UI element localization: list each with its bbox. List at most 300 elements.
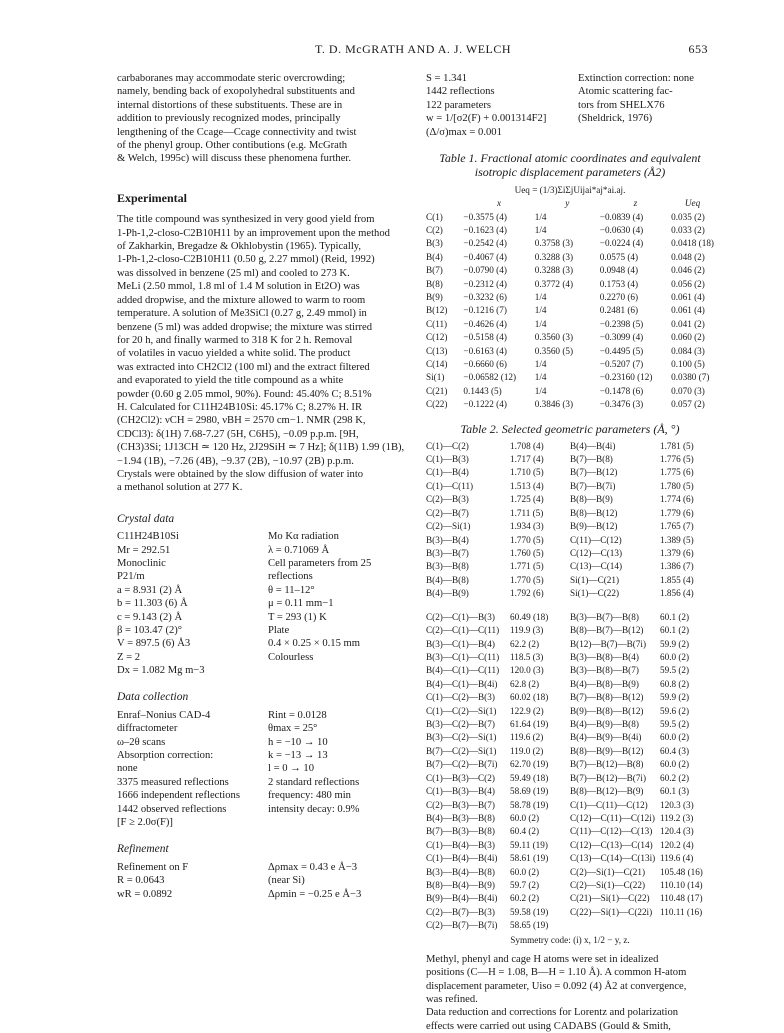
table-cell: 110.10 (14) (660, 879, 703, 890)
table-cell: 119.0 (2) (510, 745, 544, 756)
intro-paragraph (117, 72, 411, 166)
experimental-heading: Experimental (117, 190, 187, 205)
table-cell: 1.711 (5) (510, 507, 544, 518)
table-cell: −0.0790 (4) (463, 265, 507, 276)
table-cell: B(4)—C(1)—C(11) (426, 665, 500, 676)
data-cell: Δρmax = 0.43 e Å−3 (268, 861, 358, 873)
table-cell: C(21)—Si(1)—C(22) (570, 893, 650, 904)
table-cell: C(2)—B(7)—B(3) (426, 906, 495, 917)
table-cell: 1.710 (5) (510, 467, 544, 478)
running-header (118, 42, 708, 58)
text-line: for 20 h, and finally warmed to 318 K for 2 h. Removal (117, 334, 353, 346)
table-cell: B(8)—B(12) (570, 507, 618, 518)
table-header-cell: Ueq (684, 198, 701, 209)
table-row (426, 785, 714, 798)
data-cell: Enraf–Nonius CAD-4 (117, 709, 211, 721)
table-row (426, 318, 714, 331)
data-cell: Mo Kα radiation (268, 531, 339, 543)
text-line: 1-Ph-1,2-closo-C2B10H11 by an improvement upon the method (117, 227, 390, 239)
table-cell: B(3)—B(4) (426, 534, 469, 545)
table-cell: B(3)—B(7) (426, 547, 469, 558)
data-row (117, 816, 411, 829)
text-line: 1-Ph-1,2-closo-C2B10H11 (0.50 g, 2.27 mmol) (Reid, 1992) (117, 254, 375, 266)
table-cell: 60.2 (2) (660, 772, 690, 783)
data-cell: a = 8.931 (2) Å (117, 584, 183, 596)
table-cell: 1.776 (5) (660, 454, 694, 465)
table-cell: C(22)—Si(1)—C(22i) (570, 906, 653, 917)
table-cell: 60.4 (3) (660, 745, 690, 756)
table-cell: 0.3758 (3) (534, 238, 574, 249)
table-row (426, 651, 714, 664)
text-line: positions (C—H = 1.08, B—H = 1.10 Å). A common H-atom (426, 967, 687, 979)
table-cell: 0.3560 (3) (534, 332, 574, 343)
data-collection-heading: Data collection (117, 691, 189, 704)
right-column (426, 72, 714, 1033)
table-row (426, 691, 714, 704)
table-cell: 62.70 (19) (510, 759, 549, 770)
table-row (426, 758, 714, 771)
table-cell: 119.6 (2) (510, 732, 544, 743)
table-header-cell: z (633, 198, 638, 209)
text-line: addition to previously recognized modes, principally (117, 113, 341, 125)
table-cell: 59.5 (2) (660, 665, 690, 676)
table-cell: C(2)—B(7) (426, 507, 469, 518)
table-cell: 1.765 (7) (660, 521, 694, 532)
text-line: was dissolved in benzene (25 ml) and cooled to 273 K. (117, 267, 350, 279)
table-cell: 1.934 (3) (510, 521, 544, 532)
table-cell: 0.070 (3) (671, 385, 705, 396)
table-row (426, 507, 714, 520)
table-cell: 0.033 (2) (671, 224, 705, 235)
table-row (426, 385, 714, 398)
table-cell: B(4)—B(9)—B(8) (570, 719, 639, 730)
data-row (117, 789, 411, 802)
table-cell: B(8)—B(9)—B(12) (570, 745, 644, 756)
table-cell: 1.856 (4) (660, 588, 694, 599)
text-line: Methyl, phenyl and cage H atoms were set in idealized (426, 953, 659, 965)
table-cell: 61.64 (19) (510, 719, 549, 730)
data-cell: S = 1.341 (426, 73, 467, 84)
text-line: carbaboranes may accommodate steric overcrowding; (117, 73, 346, 84)
table-cell (660, 601, 714, 611)
table-cell: −0.23160 (12) (599, 372, 653, 383)
table-row (426, 772, 714, 785)
data-cell: Plate (268, 624, 290, 636)
table-row (426, 624, 714, 637)
table-cell: 0.3288 (3) (534, 251, 574, 262)
table-cell: C(13)—C(14) (570, 561, 623, 572)
table-cell: B(12) (426, 305, 448, 316)
data-cell: diffractometer (117, 723, 178, 735)
table-cell: 0.041 (2) (671, 318, 705, 329)
text-line: Data reduction and corrections for Lorentz and polarization (426, 1007, 679, 1019)
text-line: CDCl3): δ(1H) 7.68-7.27 (5H, C6H5), −0.09 p.p.m. [9H, (117, 428, 359, 440)
table-cell: 59.9 (2) (660, 692, 690, 703)
data-cell: tors from SHELX76 (578, 99, 665, 111)
table-cell: 1/4 (534, 359, 547, 370)
text-line: MeLi (2.50 mmol, 1.8 ml of 1.4 M solution in Et2O) was (117, 281, 360, 293)
data-cell: [F ≥ 2.0σ(F)] (117, 817, 173, 829)
text-line: was extracted into CH2Cl2 (100 ml) and the extract filtered (117, 361, 370, 373)
text-line: temperature. A solution of Me3SiCl (0.27 g, 2.49 mmol) in (117, 308, 367, 320)
table-cell: −0.5207 (7) (599, 359, 644, 370)
table-cell: 0.060 (2) (671, 332, 705, 343)
data-cell: Colourless (268, 651, 314, 663)
table-cell: 0.3560 (5) (534, 345, 574, 356)
table-cell: 1.855 (4) (660, 574, 694, 585)
table-cell: 1.760 (5) (510, 547, 544, 558)
table-cell: 0.2270 (6) (599, 292, 639, 302)
data-cell: h = −10 → 10 (268, 736, 328, 748)
data-cell: l = 0 → 10 (268, 763, 314, 775)
table-cell: 59.58 (19) (510, 906, 549, 917)
table-cell: B(8)—B(12)—B(9) (570, 786, 644, 797)
crystal-data-heading: Crystal data (117, 512, 175, 525)
table-cell: −0.6660 (6) (463, 359, 507, 370)
page-number: 653 (688, 42, 708, 56)
table-row (426, 398, 714, 411)
table-cell: B(7)—B(8)—B(12) (570, 692, 644, 703)
table-cell: −0.3575 (4) (463, 211, 507, 222)
table-row (426, 493, 714, 506)
data-row (426, 126, 714, 139)
table-cell: B(7)—B(12)—B(8) (570, 759, 644, 770)
table-cell: 59.5 (2) (660, 719, 690, 730)
text-line: (CH3)3Si; 1J13CH ≃ 120 Hz, 2J29SiH ≃ 7 Hz]; δ(11B) 1.99 (1B), (117, 442, 405, 454)
table-cell: 0.3846 (3) (534, 399, 574, 410)
data-cell: θmax = 25° (268, 723, 318, 735)
table-cell: Si(1)—C(22) (570, 588, 619, 599)
data-cell: 3375 measured reflections (117, 776, 229, 788)
data-row (117, 570, 411, 583)
left-column (117, 72, 411, 901)
table-row (426, 371, 714, 384)
table-cell: B(3)—C(1)—C(11) (426, 652, 500, 663)
table-cell: 1.770 (5) (510, 534, 544, 545)
data-row (117, 749, 411, 762)
table2 (426, 440, 714, 933)
table-cell: 58.65 (19) (510, 920, 549, 931)
table-cell: 1.379 (6) (660, 547, 694, 558)
table-cell: 1/4 (534, 211, 547, 222)
table-cell: 1.779 (6) (660, 507, 694, 518)
data-row (117, 584, 411, 597)
table-cell: B(7)—B(7i) (570, 480, 616, 491)
data-cell: R = 0.0643 (117, 875, 165, 887)
table-cell: B(8)—B(4)—B(9) (426, 879, 495, 890)
data-cell: 1666 independent reflections (117, 790, 240, 802)
table-cell: −0.1623 (4) (463, 224, 507, 235)
table-cell: −0.4067 (4) (463, 251, 507, 262)
table-cell: 0.056 (2) (671, 278, 705, 289)
table-cell: B(8)—B(7)—B(12) (570, 625, 644, 636)
table-cell: 122.9 (2) (510, 705, 544, 716)
table-cell: −0.3232 (6) (463, 292, 507, 302)
table-cell (570, 919, 660, 932)
data-row (117, 611, 411, 624)
data-row (426, 85, 714, 98)
table-cell: 0.3772 (4) (534, 278, 574, 289)
refinement-continued-list (426, 72, 714, 139)
table-cell: C(1)—B(3) (426, 454, 469, 465)
data-row (117, 637, 411, 650)
text-line: The title compound was synthesized in very good yield from (117, 214, 375, 226)
table-cell: B(7) (426, 265, 443, 276)
table-cell: 59.7 (2) (510, 879, 540, 890)
data-cell: none (117, 763, 138, 775)
data-cell: T = 293 (1) K (268, 611, 327, 623)
table-cell: C(2)—B(7)—B(7i) (426, 920, 498, 931)
data-cell: P21/m (117, 571, 145, 583)
table-row (426, 574, 714, 587)
table-cell: 1.792 (6) (510, 588, 544, 599)
table-cell: 1.717 (4) (510, 454, 544, 465)
table-cell: 1.513 (4) (510, 480, 544, 491)
table-cell: −0.1478 (6) (599, 385, 644, 396)
table-row (426, 466, 714, 479)
table-cell: B(3)—B(8)—B(7) (570, 665, 639, 676)
running-title: T. D. McGRATH AND A. J. WELCH (314, 42, 512, 56)
table-cell: −0.2542 (4) (463, 238, 507, 249)
data-cell: w = 1/[σ2(F) + 0.001314F2] (426, 113, 547, 125)
text-line: powder (0.60 g 2.05 mmol, 90%). Found: 45.40% C; 8.51% (117, 388, 372, 400)
table-cell: 1/4 (534, 292, 547, 302)
table-cell: B(8) (426, 278, 443, 289)
refinement-list (117, 861, 411, 901)
refinement-heading: Refinement (117, 843, 169, 856)
data-row (117, 709, 411, 722)
data-cell: Dx = 1.082 Mg m−3 (117, 665, 205, 677)
table-row (426, 264, 714, 277)
table-row (426, 304, 714, 317)
data-cell: C11H24B10Si (117, 531, 180, 543)
table-row (426, 731, 714, 744)
table-cell: −0.1222 (4) (463, 399, 507, 410)
crystal-data-list (117, 530, 411, 677)
data-cell: k = −13 → 13 (268, 750, 328, 762)
table-cell: B(9)—B(4)—B(4i) (426, 893, 498, 904)
table-row (426, 678, 714, 691)
data-row (117, 776, 411, 789)
table-header-row (426, 197, 714, 210)
data-row (117, 736, 411, 749)
table-cell: 59.49 (18) (510, 772, 549, 783)
data-cell: (Δ/σ)max = 0.001 (426, 126, 502, 138)
table-cell: 1.780 (5) (660, 480, 694, 491)
table-cell: B(3)—B(8) (426, 561, 469, 572)
table-cell: 0.1443 (5) (463, 385, 502, 396)
table-cell: C(11)—C(12) (570, 534, 622, 545)
table-cell: 110.48 (17) (660, 893, 703, 904)
table-cell: 119.9 (3) (510, 625, 544, 636)
table-cell: −0.0224 (4) (599, 238, 644, 249)
table-cell: 58.78 (19) (510, 799, 549, 810)
data-cell: wR = 0.0892 (117, 888, 173, 900)
table-cell: B(3) (426, 238, 443, 249)
text-line: added dropwise, and the mixture allowed to warm to room (117, 294, 366, 306)
table-cell: −0.1216 (7) (463, 305, 507, 316)
table-cell: 120.0 (3) (510, 665, 544, 676)
table-cell: B(7)—C(2)—B(7i) (426, 759, 498, 770)
table-cell: B(4)—B(8) (426, 574, 469, 585)
table-row (426, 291, 714, 304)
table-cell (570, 601, 660, 611)
table-cell: 60.2 (2) (510, 893, 540, 904)
table-row (426, 237, 714, 250)
data-row (117, 624, 411, 637)
table-cell: 0.0948 (4) (599, 265, 639, 276)
table-row (426, 745, 714, 758)
table-cell: B(4)—B(9) (426, 588, 469, 599)
table-cell: 60.49 (18) (510, 611, 549, 622)
table-cell: −0.2312 (4) (463, 278, 507, 289)
data-cell: V = 897.5 (6) Å3 (117, 638, 191, 650)
table-cell: 118.5 (3) (510, 652, 544, 663)
data-row (117, 544, 411, 557)
data-row (117, 597, 411, 610)
data-row (426, 99, 714, 112)
text-line: & Welch, 1995c) will discuss these phenomena further. (117, 153, 352, 165)
table-cell: 62.8 (2) (510, 678, 540, 689)
table-cell: 1.774 (6) (660, 494, 694, 505)
table-cell: 60.0 (2) (660, 759, 690, 770)
table-row (426, 534, 714, 547)
table1-formula: Ueq = (1/3)ΣiΣjUijai*aj*ai.aj. (514, 184, 626, 195)
table-cell: C(2)—B(3) (426, 494, 469, 505)
table-cell: 60.0 (2) (510, 866, 540, 877)
caption-line: Table 1. Fractional atomic coordinates and equivalent (439, 150, 701, 165)
table-row (426, 879, 714, 892)
table-cell: C(1)—C(11) (426, 480, 474, 491)
table-cell: 119.2 (3) (660, 812, 694, 823)
table-cell: 0.0380 (7) (671, 372, 710, 383)
text-line: (CH2Cl2): νCH = 2980, νBH = 2570 cm−1. NMR (298 K, (117, 415, 366, 427)
table-cell: B(3)—C(2)—B(7) (426, 719, 495, 730)
table-cell: C(2)—C(1)—B(3) (426, 611, 495, 622)
text-line: displacement parameter, Uiso = 0.092 (4) Å2 at convergence, (426, 980, 687, 992)
table-cell: C(2)—C(1)—C(11) (426, 625, 500, 636)
table-cell: 0.048 (2) (671, 251, 705, 262)
table-cell: 1.386 (7) (660, 561, 694, 572)
table-cell: C(2) (426, 224, 443, 235)
data-cell: Z = 2 (117, 651, 141, 663)
table-cell: −0.4626 (4) (463, 318, 507, 329)
table-cell: C(2)—B(3)—B(7) (426, 799, 495, 810)
data-cell: Monoclinic (117, 557, 166, 569)
table-cell: 119.6 (4) (660, 853, 694, 864)
table-cell: 110.11 (16) (660, 906, 703, 917)
table-cell: 1.775 (6) (660, 467, 694, 478)
table-cell: C(1)—C(2)—Si(1) (426, 705, 497, 716)
table-cell: 1.725 (4) (510, 494, 544, 505)
table-cell: 0.0418 (18) (671, 238, 714, 249)
data-row (117, 664, 411, 677)
text-line: internal distortions of these substituents. These are in (117, 99, 343, 111)
table-row (426, 547, 714, 560)
data-cell: frequency: 480 min (268, 790, 351, 802)
data-cell: β = 103.47 (2)° (117, 624, 183, 636)
table-cell: C(22) (426, 399, 448, 410)
data-cell: Δρmin = −0.25 e Å−3 (268, 888, 362, 900)
table-cell: −0.3099 (4) (599, 332, 644, 343)
data-cell: ω–2θ scans (117, 736, 166, 748)
table-cell: C(12) (426, 332, 448, 343)
table-cell: 59.9 (2) (660, 638, 690, 649)
data-cell: 2 standard reflections (268, 776, 360, 788)
text-line: namely, bending back of exopolyhedral substituents and (117, 86, 355, 98)
data-cell: μ = 0.11 mm−1 (268, 598, 334, 610)
text-line: benzene (5 ml) was added dropwise; the mixture was stirred (117, 321, 373, 333)
table-cell: 0.057 (2) (671, 399, 705, 410)
table-cell: −0.0839 (4) (599, 211, 644, 222)
data-cell: 122 parameters (426, 99, 492, 111)
table-row (426, 611, 714, 624)
table-cell: 60.02 (18) (510, 692, 549, 703)
table-row (426, 852, 714, 865)
table-row (426, 839, 714, 852)
table-header-cell: y (565, 198, 570, 209)
data-cell: intensity decay: 0.9% (268, 803, 360, 815)
table-cell: 1/4 (534, 372, 547, 383)
text-line: −1.94 (1B), −7.26 (4B), −9.37 (2B), −10.97 (2B) p.p.m. (117, 455, 354, 467)
table-cell: 60.0 (2) (510, 812, 540, 823)
table-cell: 0.2481 (6) (599, 305, 639, 316)
data-cell: Atomic scattering fac- (578, 86, 673, 98)
table-cell: B(3)—C(2)—Si(1) (426, 732, 497, 743)
text-line: lengthening of the Ccage—Ccage connectivity and twist (117, 126, 357, 138)
data-cell: 1442 observed reflections (117, 803, 227, 815)
table-cell (660, 919, 714, 932)
data-cell: Refinement on F (117, 861, 189, 873)
table-row (426, 358, 714, 371)
table-row (426, 278, 714, 291)
table-cell: 60.1 (2) (660, 625, 690, 636)
table-cell: −0.6163 (4) (463, 345, 507, 356)
table-cell: C(13)—C(14)—C(13i) (570, 853, 656, 864)
table-cell: C(21) (426, 385, 448, 396)
table-cell: 60.0 (2) (660, 732, 690, 743)
table-row (426, 251, 714, 264)
text-line: H. Calculated for C11H24B10Si: 45.17% C; 8.27% H. IR (117, 401, 363, 413)
symmetry-code: Symmetry code: (i) x, 1/2 − y, z. (510, 934, 630, 945)
table1-caption (426, 151, 714, 179)
text-line: Crystals were obtained by the slow diffusion of water into (117, 468, 364, 480)
table-cell: −0.06582 (12) (463, 372, 517, 383)
table-cell: C(1)—C(11)—C(12) (570, 799, 648, 810)
table-cell: C(14) (426, 359, 448, 370)
data-row (117, 762, 411, 775)
table-cell: 59.6 (2) (660, 705, 690, 716)
text-line: effects were carried out using CADABS (Gould & Smith, (426, 1020, 671, 1032)
table-row (426, 211, 714, 224)
text-line: was refined. (426, 994, 478, 1005)
table-row (426, 919, 714, 932)
data-row (117, 861, 411, 874)
data-cell: c = 9.143 (2) Å (117, 611, 183, 623)
table-cell: B(3)—B(7)—B(8) (570, 611, 639, 622)
table-cell: B(12)—B(7)—B(7i) (570, 638, 647, 649)
data-cell: Cell parameters from 25 (268, 557, 372, 569)
data-row (117, 651, 411, 664)
table-row (426, 906, 714, 919)
table-cell: B(4)—B(4i) (570, 440, 616, 451)
table-cell: 1.770 (5) (510, 574, 544, 585)
table-cell: B(4)—B(3)—B(8) (426, 812, 495, 823)
table-cell: 0.0575 (4) (599, 251, 639, 262)
table-row (426, 892, 714, 905)
table-cell: −0.5158 (4) (463, 332, 507, 343)
text-line: a methanol solution at 277 K. (117, 482, 243, 494)
